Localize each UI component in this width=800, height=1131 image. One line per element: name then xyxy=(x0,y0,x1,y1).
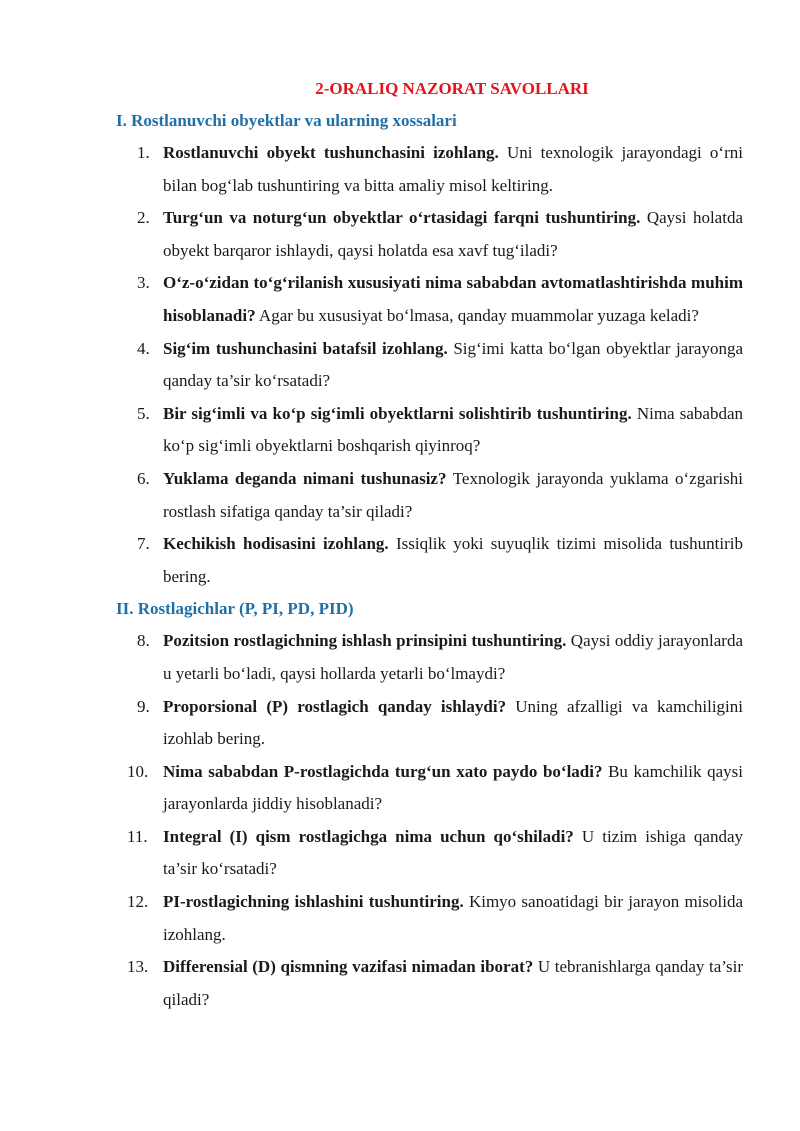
question-rest-text: Bu kamchilik qaysi jarayonlarda jiddiy hisoblanadi? xyxy=(163,761,743,814)
question-item xyxy=(116,691,743,756)
question-bold-text: Bir sig‘imli va ko‘p sig‘imli obyektlarni solishtirib tushuntiring. xyxy=(163,403,632,423)
question-bold-text: Rostlanuvchi obyekt tushunchasini izohlang. xyxy=(163,143,499,162)
question-bold-text: O‘z-o‘zidan to‘g‘rilanish xususiyati nima sababdan avtomatlashtirishda muhim hisoblanadi? xyxy=(163,273,743,325)
question-bold-text: Sig‘im tushunchasini batafsil izohlang. xyxy=(163,338,448,358)
question-number: 2. xyxy=(137,208,150,228)
question-rest-text: Issiqlik yoki suyuqlik tizimi misolida tushuntirib bering. xyxy=(163,534,744,586)
question-bold-text: Yuklama deganda nimani tushunasiz? xyxy=(163,468,447,488)
question-number: 12. xyxy=(127,892,149,912)
question-bold-text: Proporsional (P) rostlagich qanday ishlaydi? xyxy=(163,696,507,716)
section-heading-1: I. Rostlanuvchi obyektlar va ularning xossalari xyxy=(116,111,457,130)
question-rest-text: Uni texnologik jarayondagi o‘rni bilan bog‘lab tushuntiring va bitta amaliy misol keltiring. xyxy=(163,143,743,195)
question-bold-text: Nima sababdan P-rostlagichda turg‘un xato paydo bo‘ladi? xyxy=(163,761,603,781)
question-number: 13. xyxy=(127,957,149,977)
question-item xyxy=(116,625,743,690)
question-rest-text: Qaysi oddiy jarayonlarda u yetarli bo‘ladi, qaysi hollarda yetarli bo‘lmaydi? xyxy=(163,631,743,683)
question-number: 4. xyxy=(137,338,150,358)
question-item xyxy=(116,137,743,202)
question-item xyxy=(116,267,743,332)
question-rest-text: Sig‘imi katta bo‘lgan obyektlar jarayonga qanday ta’sir ko‘rsatadi? xyxy=(163,338,744,391)
question-number: 7. xyxy=(137,534,150,554)
question-bold-text: Differensial (D) qismning vazifasi nimadan iborat? xyxy=(163,957,534,977)
question-number: 3. xyxy=(137,273,150,293)
page-title: 2-ORALIQ NAZORAT SAVOLLARI xyxy=(315,79,589,98)
question-rest-text: Uning afzalligi va kamchiligini izohlab bering. xyxy=(163,696,743,749)
question-number: 10. xyxy=(127,761,149,781)
question-bold-text: PI-rostlagichning ishlashini tushuntiring. xyxy=(163,892,464,912)
question-rest-text: Nima sababdan ko‘p sig‘imli obyektlarni boshqarish qiyinroq? xyxy=(163,403,743,456)
question-rest-text: U tebranishlarga qanday ta’sir qiladi? xyxy=(163,957,743,1009)
question-item xyxy=(116,202,743,267)
question-item xyxy=(116,528,743,593)
question-list-2 xyxy=(116,625,743,1016)
question-number: 6. xyxy=(137,468,150,488)
section-heading-2: II. Rostlagichlar (P, PI, PD, PID) xyxy=(116,599,354,619)
question-rest-text: Texnologik jarayonda yuklama o‘zgarishi rostlash sifatiga qanday ta’sir qiladi? xyxy=(163,468,743,521)
question-number: 11. xyxy=(127,826,148,846)
question-bold-text: Pozitsion rostlagichning ishlash prinsipini tushuntiring. xyxy=(163,631,567,651)
question-item xyxy=(116,821,743,886)
question-number: 1. xyxy=(137,143,150,162)
question-number: 8. xyxy=(137,631,150,651)
question-item xyxy=(116,951,743,1016)
question-item xyxy=(116,886,743,951)
question-bold-text: Integral (I) qism rostlagichga nima uchun qo‘shiladi? xyxy=(163,826,574,846)
question-item xyxy=(116,756,743,821)
question-rest-text: Kimyo sanoatidagi bir jarayon misolida izohlang. xyxy=(163,892,743,944)
question-list-1 xyxy=(116,137,743,593)
question-rest-text: Agar bu xususiyat bo‘lmasa, qanday muammolar yuzaga keladi? xyxy=(255,305,699,325)
question-bold-text: Kechikish hodisasini izohlang. xyxy=(163,534,389,554)
question-number: 5. xyxy=(137,403,150,423)
question-rest-text: U tizim ishiga qanday ta’sir ko‘rsatadi? xyxy=(163,826,743,879)
question-item xyxy=(116,463,743,528)
question-rest-text: Qaysi holatda obyekt barqaror ishlaydi, qaysi holatda esa xavf tug‘iladi? xyxy=(163,208,743,260)
question-item xyxy=(116,398,743,463)
question-item xyxy=(116,333,743,398)
question-number: 9. xyxy=(137,696,150,716)
question-bold-text: Turg‘un va noturg‘un obyektlar o‘rtasidagi farqni tushuntiring. xyxy=(163,208,641,228)
